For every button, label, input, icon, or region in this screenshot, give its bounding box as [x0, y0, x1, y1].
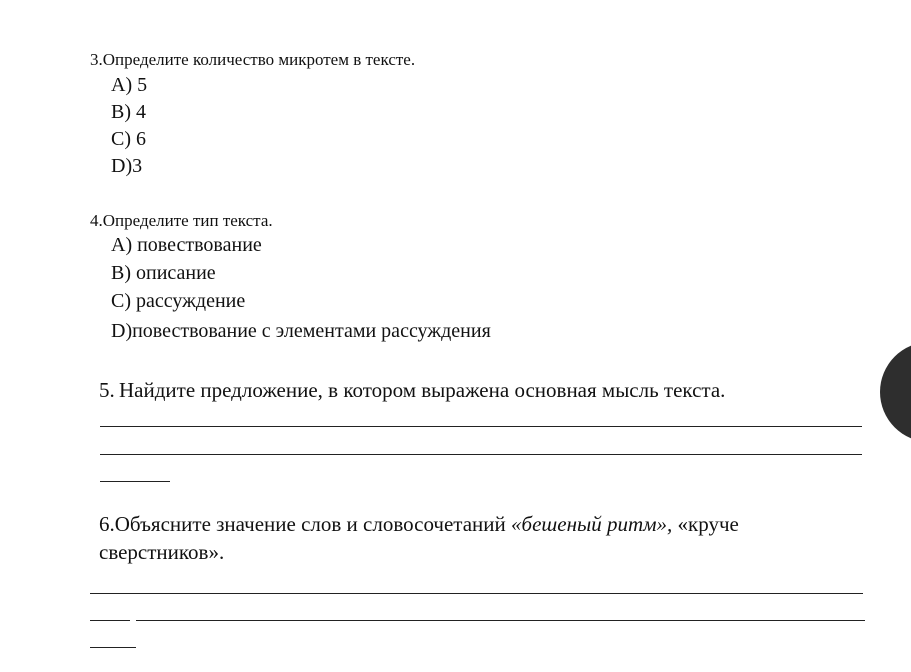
question-3-option-a: A) 5 — [111, 74, 148, 96]
question-4-option-c: C) рассуждение — [111, 290, 246, 312]
question-3-text: 3.Определите количество микротем в тексте. — [90, 50, 416, 69]
answer-line-5-3 — [100, 481, 170, 482]
question-3-option-b: B) 4 — [111, 101, 146, 123]
question-6-text-italic: «бешеный ритм», — [511, 512, 673, 536]
question-3-option-d: D)3 — [111, 155, 143, 177]
answer-line-6-2a — [90, 620, 130, 621]
question-5-number: 5. — [99, 378, 115, 402]
answer-line-6-2b — [136, 620, 865, 621]
question-4-option-a: A) повествование — [111, 234, 262, 256]
question-5-text: Найдите предложение, в котором выражена основная мысль текста. — [119, 378, 726, 402]
question-6-text-line2: сверстников». — [99, 540, 225, 564]
question-3-option-c: C) 6 — [111, 128, 146, 150]
question-6-text — [99, 512, 739, 537]
question-6-text-start: 6.Объясните значение слов и словосочетаний — [99, 512, 512, 536]
answer-line-5-1 — [100, 426, 862, 427]
question-6-text-end: «круче — [672, 512, 739, 536]
question-4-option-b: B) описание — [111, 262, 216, 284]
answer-line-5-2 — [100, 454, 862, 455]
answer-line-6-3 — [90, 647, 136, 648]
answer-line-6-1 — [90, 593, 863, 594]
floating-scroll-button[interactable] — [880, 342, 911, 442]
question-4-text: 4.Определите тип текста. — [90, 211, 273, 230]
question-4-option-d: D)повествование с элементами рассуждения — [111, 320, 491, 342]
